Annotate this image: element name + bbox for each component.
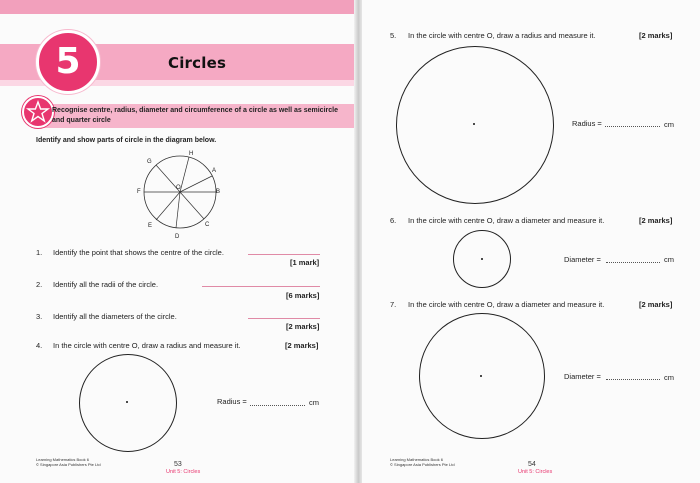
answer-circle[interactable] [419,313,545,439]
answer-line[interactable] [605,126,660,127]
question-number: 1. [36,248,43,257]
unit-number-badge: 5 [36,30,100,94]
answer-unit: cm [309,398,319,407]
diagram-segment-OE [156,192,180,220]
right-page [362,0,700,483]
instruction: Identify and show parts of circle in the diagram below. [36,137,217,144]
diagram-segment-OD [176,192,180,228]
label-F: F [137,189,141,195]
label-G: G [147,159,152,165]
label-O: O [176,185,181,191]
circle-centre-dot [473,123,475,125]
label-A: A [212,168,217,174]
answer-unit: cm [664,255,674,264]
unit-title: Circles [168,54,227,72]
answer-label: Radius = [217,397,247,406]
footer-book: Learning Mathematics Book 6 [390,457,443,462]
learning-objective: Recognise centre, radius, diameter and circumference of a circle as well as semicircle and quarter circle [52,107,338,124]
answer-line[interactable] [606,262,660,263]
footer-publisher: © Singapore Asia Publishers Pte Ltd [36,462,101,467]
answer-circle[interactable] [79,354,177,452]
diagram-segment-OH [180,157,189,192]
question-number: 7. [390,300,397,309]
question-number: 5. [390,31,397,40]
question-marks: [2 marks] [639,31,673,40]
footer-unit: Unit 5: Circles [166,469,201,475]
diagram-segment-OA [180,176,212,192]
question-marks: [1 mark] [290,258,320,267]
answer-unit: cm [664,120,674,129]
answer-label: Radius = [572,119,602,128]
page-number: 54 [528,461,536,468]
question-text: In the circle with centre O, draw a diameter and measure it. [408,300,605,309]
question-marks: [2 marks] [639,216,673,225]
answer-unit: cm [664,373,674,382]
footer-unit: Unit 5: Circles [518,469,553,475]
label-C: C [205,222,210,228]
answer-line[interactable] [250,405,305,406]
question-text: In the circle with centre O, draw a radius and measure it. [408,31,596,40]
label-H: H [189,151,194,157]
question-text: In the circle with centre O, draw a diameter and measure it. [408,216,605,225]
question-text: Identify all the radii of the circle. [53,280,159,289]
question-number: 6. [390,216,397,225]
footer-book: Learning Mathematics Book 6 [36,457,89,462]
label-E: E [148,223,153,229]
label-B: B [216,189,221,195]
star-icon [24,98,52,126]
answer-label: Diameter = [564,372,601,381]
footer-publisher: © Singapore Asia Publishers Pte Ltd [390,462,455,467]
top-pink-strip [0,0,356,14]
circle-centre-dot [481,258,483,260]
answer-line[interactable] [248,318,320,319]
question-marks: [6 marks] [286,291,320,300]
question-text: In the circle with centre O, draw a radius and measure it. [53,341,241,350]
answer-line[interactable] [202,286,320,287]
question-text: Identify the point that shows the centre of the circle. [53,248,224,257]
circle-centre-dot [480,375,482,377]
question-number: 2. [36,280,43,289]
question-number: 3. [36,312,43,321]
answer-line[interactable] [606,379,660,380]
objective-star-badge [22,96,54,128]
question-text: Identify all the diameters of the circle. [53,312,177,321]
question-marks: [2 marks] [286,322,320,331]
answer-circle[interactable] [396,46,554,204]
question-marks: [2 marks] [285,341,319,350]
question-number: 4. [36,341,43,350]
question-marks: [2 marks] [639,300,673,309]
label-D: D [175,234,180,240]
answer-label: Diameter = [564,255,601,264]
page-number: 53 [174,461,182,468]
answer-line[interactable] [248,254,320,255]
circle-centre-dot [126,401,128,403]
